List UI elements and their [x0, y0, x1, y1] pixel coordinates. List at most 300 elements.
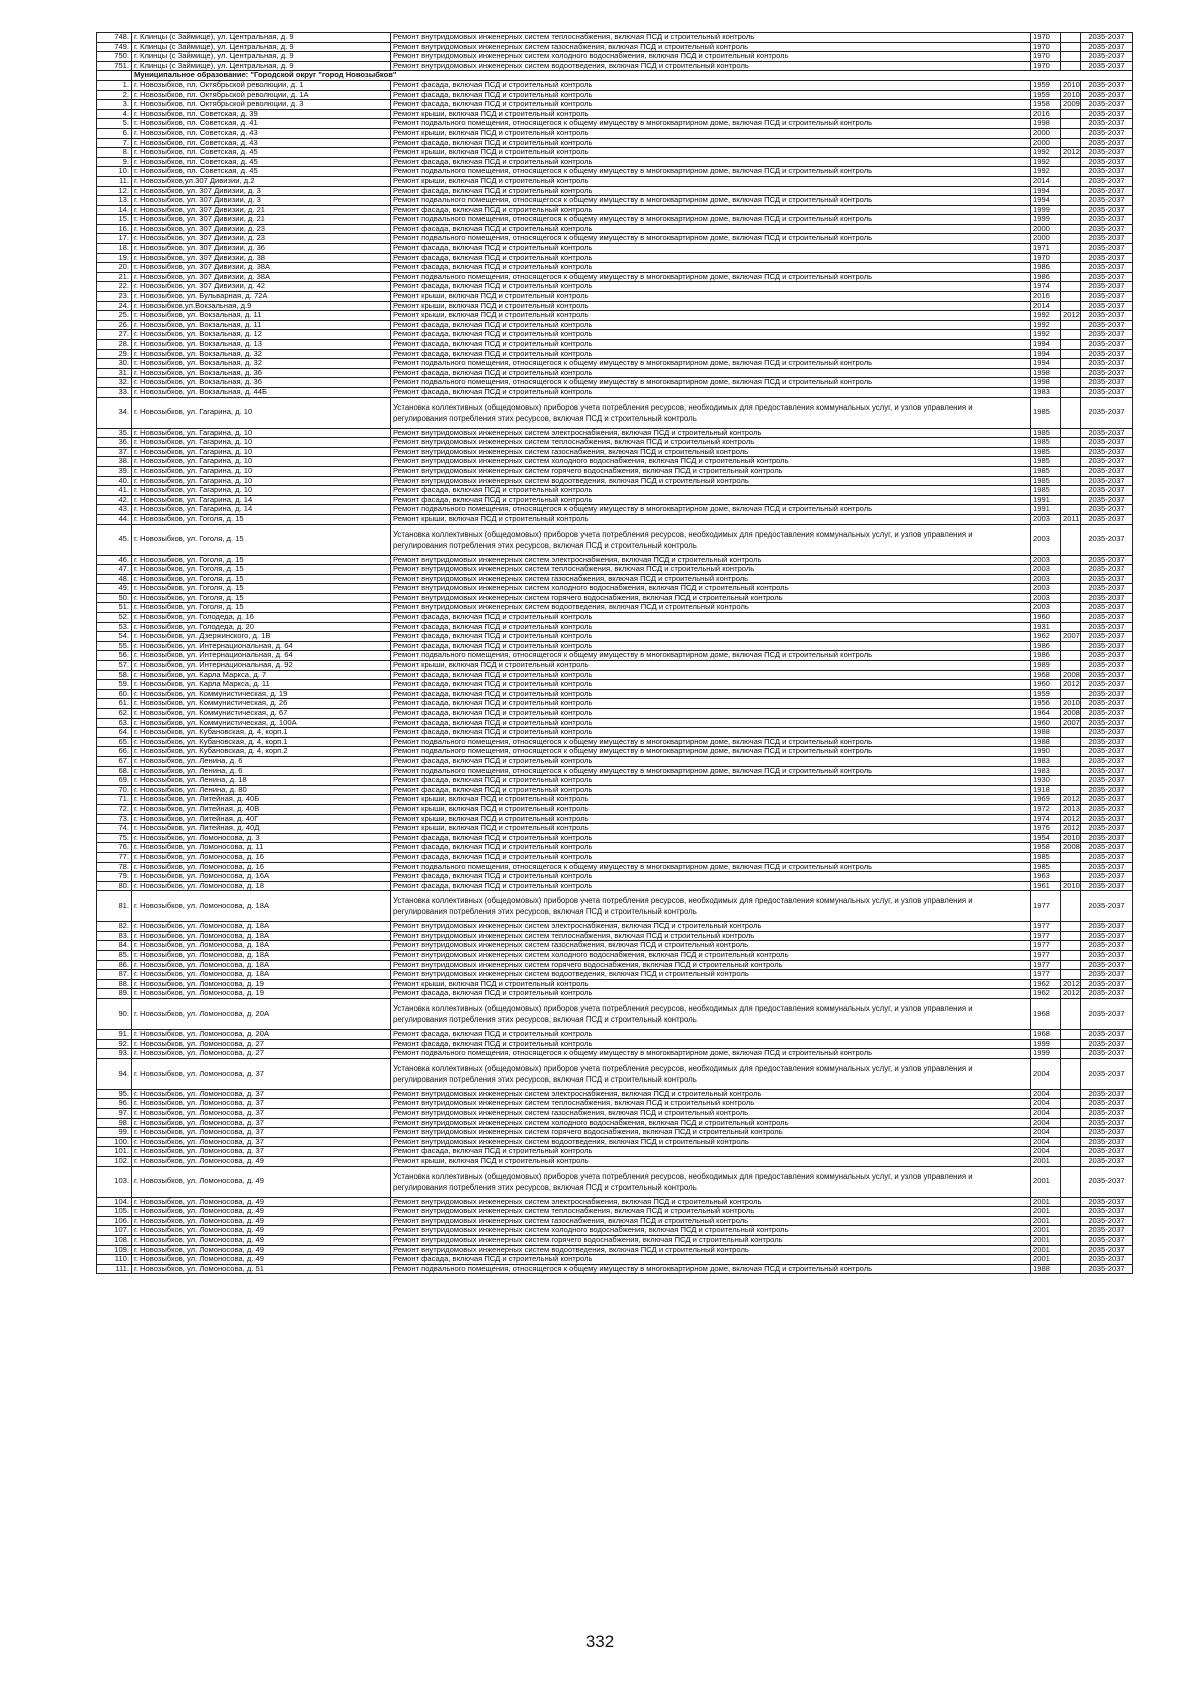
row-number: 57.	[97, 661, 132, 671]
last-repair-year-cell: 2008	[1061, 709, 1081, 719]
work-type-cell: Установка коллективных (общедомовых) приборов учета потребления ресурсов, необходимых для предоставления коммунальных услуг, и узлов управления и регулирования потребления этих ресурсов, включая ПСД и строительный контроль	[391, 1166, 1031, 1197]
address-cell: г. Новозыбков, ул. Ломоносова, д. 49	[132, 1207, 391, 1217]
address-cell: г. Новозыбков, ул. Интернациональная, д. 92	[132, 661, 391, 671]
table-row	[97, 1049, 1133, 1059]
address-cell: г. Новозыбков, ул. Ломоносова, д. 37	[132, 1099, 391, 1109]
planned-period-cell: 2035-2037	[1081, 80, 1133, 90]
row-number: 39.	[97, 466, 132, 476]
planned-period-cell: 2035-2037	[1081, 349, 1133, 359]
build-year-cell: 1968	[1031, 999, 1061, 1030]
address-cell: г. Клинцы (с Займище), ул. Центральная, д. 9	[132, 42, 391, 52]
row-number: 82.	[97, 922, 132, 932]
build-year-cell: 1977	[1031, 922, 1061, 932]
work-type-cell: Ремонт внутридомовых инженерных систем газоснабжения, включая ПСД и строительный контроль	[391, 574, 1031, 584]
row-number: 83.	[97, 931, 132, 941]
table-row	[97, 215, 1133, 225]
row-number: 97.	[97, 1109, 132, 1119]
planned-period-cell: 2035-2037	[1081, 1058, 1133, 1089]
planned-period-cell: 2035-2037	[1081, 368, 1133, 378]
last-repair-year-cell	[1061, 428, 1081, 438]
address-cell: г. Новозыбков, ул. Ломоносова, д. 19	[132, 989, 391, 999]
planned-period-cell: 2035-2037	[1081, 1226, 1133, 1236]
last-repair-year-cell	[1061, 852, 1081, 862]
work-type-cell: Ремонт фасада, включая ПСД и строительный контроль	[391, 776, 1031, 786]
work-type-cell: Ремонт крыши, включая ПСД и строительный контроль	[391, 148, 1031, 158]
work-type-cell: Ремонт крыши, включая ПСД и строительный контроль	[391, 311, 1031, 321]
last-repair-year-cell: 2007	[1061, 718, 1081, 728]
address-cell: г. Новозыбков, ул. Гоголя, д. 15	[132, 603, 391, 613]
table-row	[97, 747, 1133, 757]
planned-period-cell: 2035-2037	[1081, 651, 1133, 661]
address-cell: г. Новозыбков, ул. Гоголя, д. 15	[132, 593, 391, 603]
planned-period-cell: 2035-2037	[1081, 263, 1133, 273]
work-type-cell: Установка коллективных (общедомовых) приборов учета потребления ресурсов, необходимых для предоставления коммунальных услуг, и узлов управления и регулирования потребления этих ресурсов, включая ПСД и строительный контроль	[391, 397, 1031, 428]
address-cell: г. Новозыбков, ул. Ломоносова, д. 37	[132, 1137, 391, 1147]
last-repair-year-cell	[1061, 138, 1081, 148]
row-number: 26.	[97, 320, 132, 330]
address-cell: г. Новозыбков, пл. Советская, д. 41	[132, 119, 391, 129]
planned-period-cell: 2035-2037	[1081, 524, 1133, 555]
build-year-cell: 1974	[1031, 814, 1061, 824]
table-row	[97, 979, 1133, 989]
table-row	[97, 603, 1133, 613]
row-number: 748.	[97, 33, 132, 43]
planned-period-cell: 2035-2037	[1081, 951, 1133, 961]
table-row	[97, 263, 1133, 273]
row-number: 68.	[97, 766, 132, 776]
address-cell: г. Новозыбков, ул. Ломоносова, д. 37	[132, 1147, 391, 1157]
row-number: 70.	[97, 785, 132, 795]
planned-period-cell: 2035-2037	[1081, 505, 1133, 515]
address-cell: г. Новозыбков, ул. Ломоносова, д. 27	[132, 1049, 391, 1059]
table-row	[97, 1109, 1133, 1119]
build-year-cell: 1960	[1031, 613, 1061, 623]
planned-period-cell: 2035-2037	[1081, 90, 1133, 100]
planned-period-cell: 2035-2037	[1081, 476, 1133, 486]
last-repair-year-cell	[1061, 52, 1081, 62]
planned-period-cell: 2035-2037	[1081, 891, 1133, 922]
last-repair-year-cell	[1061, 234, 1081, 244]
table-row	[97, 728, 1133, 738]
table-row	[97, 1099, 1133, 1109]
address-cell: г. Новозыбков, ул. Ломоносова, д. 37	[132, 1118, 391, 1128]
planned-period-cell: 2035-2037	[1081, 632, 1133, 642]
planned-period-cell: 2035-2037	[1081, 584, 1133, 594]
work-type-cell: Ремонт внутридомовых инженерных систем электроснабжения, включая ПСД и строительный контроль	[391, 428, 1031, 438]
last-repair-year-cell	[1061, 1264, 1081, 1274]
table-row	[97, 641, 1133, 651]
table-row	[97, 1030, 1133, 1040]
planned-period-cell: 2035-2037	[1081, 52, 1133, 62]
row-number: 4.	[97, 109, 132, 119]
build-year-cell: 1985	[1031, 852, 1061, 862]
last-repair-year-cell	[1061, 1166, 1081, 1197]
work-type-cell: Установка коллективных (общедомовых) приборов учета потребления ресурсов, необходимых для предоставления коммунальных услуг, и узлов управления и регулирования потребления этих ресурсов, включая ПСД и строительный контроль	[391, 524, 1031, 555]
table-row	[97, 999, 1133, 1030]
row-number: 71.	[97, 795, 132, 805]
table-row	[97, 167, 1133, 177]
last-repair-year-cell	[1061, 603, 1081, 613]
table-row	[97, 756, 1133, 766]
work-type-cell: Ремонт фасада, включая ПСД и строительный контроль	[391, 495, 1031, 505]
address-cell: г. Новозыбков, ул. Вокзальная, д. 44Б	[132, 387, 391, 397]
last-repair-year-cell: 2009	[1061, 100, 1081, 110]
row-number: 14.	[97, 205, 132, 215]
address-cell: г. Новозыбков, ул. Кубановская, д. 4, корп.1	[132, 737, 391, 747]
build-year-cell: 2001	[1031, 1207, 1061, 1217]
row-number: 750.	[97, 52, 132, 62]
address-cell: г. Новозыбков, ул. Вокзальная, д. 36	[132, 378, 391, 388]
row-number: 87.	[97, 970, 132, 980]
address-cell: г. Новозыбков, пл. Советская, д. 39	[132, 109, 391, 119]
build-year-cell: 1983	[1031, 766, 1061, 776]
table-row	[97, 359, 1133, 369]
last-repair-year-cell: 2012	[1061, 824, 1081, 834]
address-cell: г. Новозыбков, ул. 307 Дивизии, д. 3	[132, 196, 391, 206]
last-repair-year-cell: 2010	[1061, 80, 1081, 90]
table-row	[97, 584, 1133, 594]
planned-period-cell: 2035-2037	[1081, 61, 1133, 71]
table-row	[97, 795, 1133, 805]
work-type-cell: Ремонт подвального помещения, относящегося к общему имуществу в многоквартирном доме, включая ПСД и строительный контроль	[391, 766, 1031, 776]
address-cell: г. Новозыбков, ул. Карла Маркса, д. 7	[132, 670, 391, 680]
last-repair-year-cell	[1061, 368, 1081, 378]
work-type-cell: Ремонт фасада, включая ПСД и строительный контроль	[391, 989, 1031, 999]
last-repair-year-cell	[1061, 872, 1081, 882]
row-number: 51.	[97, 603, 132, 613]
last-repair-year-cell	[1061, 438, 1081, 448]
work-type-cell: Ремонт крыши, включая ПСД и строительный контроль	[391, 176, 1031, 186]
table-section-header	[97, 71, 1133, 81]
build-year-cell: 2003	[1031, 555, 1061, 565]
row-number: 95.	[97, 1089, 132, 1099]
build-year-cell: 1977	[1031, 951, 1061, 961]
build-year-cell: 1999	[1031, 1049, 1061, 1059]
planned-period-cell: 2035-2037	[1081, 747, 1133, 757]
last-repair-year-cell	[1061, 641, 1081, 651]
planned-period-cell: 2035-2037	[1081, 1245, 1133, 1255]
address-cell: г. Новозыбков, ул. Дзержинского, д. 1В	[132, 632, 391, 642]
build-year-cell: 1994	[1031, 340, 1061, 350]
address-cell: г. Новозыбков, ул. Ленина, д. 18	[132, 776, 391, 786]
table-row	[97, 1128, 1133, 1138]
planned-period-cell: 2035-2037	[1081, 709, 1133, 719]
row-number: 99.	[97, 1128, 132, 1138]
table-row	[97, 387, 1133, 397]
build-year-cell: 1994	[1031, 196, 1061, 206]
work-type-cell: Ремонт подвального помещения, относящегося к общему имуществу в многоквартирном доме, включая ПСД и строительный контроль	[391, 747, 1031, 757]
row-number: 103.	[97, 1166, 132, 1197]
build-year-cell: 1958	[1031, 843, 1061, 853]
last-repair-year-cell	[1061, 584, 1081, 594]
work-type-cell: Ремонт крыши, включая ПСД и строительный контроль	[391, 128, 1031, 138]
row-number: 88.	[97, 979, 132, 989]
build-year-cell: 1962	[1031, 632, 1061, 642]
table-row	[97, 505, 1133, 515]
last-repair-year-cell: 2012	[1061, 148, 1081, 158]
address-cell: г. Новозыбков, ул. Гагарина, д. 10	[132, 397, 391, 428]
planned-period-cell: 2035-2037	[1081, 438, 1133, 448]
last-repair-year-cell	[1061, 282, 1081, 292]
last-repair-year-cell	[1061, 320, 1081, 330]
table-row	[97, 804, 1133, 814]
table-row	[97, 33, 1133, 43]
planned-period-cell: 2035-2037	[1081, 999, 1133, 1030]
last-repair-year-cell	[1061, 651, 1081, 661]
address-cell: г. Новозыбков, ул. Ломоносова, д. 16	[132, 862, 391, 872]
row-number: 96.	[97, 1099, 132, 1109]
row-number: 80.	[97, 881, 132, 891]
row-number: 6.	[97, 128, 132, 138]
last-repair-year-cell	[1061, 728, 1081, 738]
build-year-cell: 1970	[1031, 253, 1061, 263]
work-type-cell: Ремонт подвального помещения, относящегося к общему имуществу в многоквартирном доме, включая ПСД и строительный контроль	[391, 737, 1031, 747]
build-year-cell: 2001	[1031, 1216, 1061, 1226]
work-type-cell: Ремонт фасада, включая ПСД и строительный контроль	[391, 785, 1031, 795]
table-row	[97, 447, 1133, 457]
work-type-cell: Ремонт крыши, включая ПСД и строительный контроль	[391, 109, 1031, 119]
address-cell: г. Новозыбков, ул. Ломоносова, д. 18А	[132, 891, 391, 922]
row-number: 16.	[97, 224, 132, 234]
work-type-cell: Ремонт фасада, включая ПСД и строительный контроль	[391, 670, 1031, 680]
row-number: 61.	[97, 699, 132, 709]
build-year-cell: 1985	[1031, 476, 1061, 486]
row-number: 66.	[97, 747, 132, 757]
table-body-municipality	[97, 80, 1133, 1273]
last-repair-year-cell	[1061, 505, 1081, 515]
build-year-cell: 1992	[1031, 330, 1061, 340]
last-repair-year-cell: 2010	[1061, 699, 1081, 709]
address-cell: г. Новозыбков, ул. Кубановская, д. 4, корп.1	[132, 728, 391, 738]
table-row	[97, 330, 1133, 340]
work-type-cell: Ремонт фасада, включая ПСД и строительный контроль	[391, 368, 1031, 378]
address-cell: г. Новозыбков, ул. Ломоносова, д. 49	[132, 1255, 391, 1265]
last-repair-year-cell	[1061, 785, 1081, 795]
planned-period-cell: 2035-2037	[1081, 622, 1133, 632]
table-row	[97, 1166, 1133, 1197]
build-year-cell: 1964	[1031, 709, 1061, 719]
last-repair-year-cell: 2013	[1061, 804, 1081, 814]
row-number: 62.	[97, 709, 132, 719]
row-number: 50.	[97, 593, 132, 603]
work-type-cell: Ремонт фасада, включая ПСД и строительный контроль	[391, 689, 1031, 699]
work-type-cell: Ремонт крыши, включая ПСД и строительный контроль	[391, 661, 1031, 671]
row-number: 34.	[97, 397, 132, 428]
last-repair-year-cell	[1061, 397, 1081, 428]
table-row	[97, 61, 1133, 71]
row-number: 749.	[97, 42, 132, 52]
row-number: 76.	[97, 843, 132, 853]
row-number: 44.	[97, 514, 132, 524]
planned-period-cell: 2035-2037	[1081, 756, 1133, 766]
address-cell: г. Новозыбков, ул. Гоголя, д. 15	[132, 584, 391, 594]
last-repair-year-cell	[1061, 1226, 1081, 1236]
address-cell: г. Новозыбков, ул. Вокзальная, д. 32	[132, 349, 391, 359]
table-row	[97, 613, 1133, 623]
planned-period-cell: 2035-2037	[1081, 989, 1133, 999]
planned-period-cell: 2035-2037	[1081, 1030, 1133, 1040]
build-year-cell: 1962	[1031, 979, 1061, 989]
table-row	[97, 514, 1133, 524]
build-year-cell: 1988	[1031, 1264, 1061, 1274]
work-type-cell: Ремонт подвального помещения, относящегося к общему имуществу в многоквартирном доме, включая ПСД и строительный контроль	[391, 378, 1031, 388]
address-cell: г. Новозыбков, пл. Октябрьской революции, д. 3	[132, 100, 391, 110]
table-row	[97, 670, 1133, 680]
build-year-cell: 1958	[1031, 100, 1061, 110]
work-type-cell: Ремонт фасада, включая ПСД и строительный контроль	[391, 699, 1031, 709]
address-cell: г. Новозыбков, ул. Гоголя, д. 15	[132, 555, 391, 565]
address-cell: г. Новозыбков, ул. 307 Дивизии, д. 38А	[132, 263, 391, 273]
planned-period-cell: 2035-2037	[1081, 311, 1133, 321]
last-repair-year-cell	[1061, 301, 1081, 311]
work-type-cell: Ремонт внутридомовых инженерных систем теплоснабжения, включая ПСД и строительный контроль	[391, 1099, 1031, 1109]
planned-period-cell: 2035-2037	[1081, 574, 1133, 584]
planned-period-cell: 2035-2037	[1081, 1156, 1133, 1166]
table-row	[97, 244, 1133, 254]
planned-period-cell: 2035-2037	[1081, 1235, 1133, 1245]
last-repair-year-cell	[1061, 486, 1081, 496]
row-number: 27.	[97, 330, 132, 340]
planned-period-cell: 2035-2037	[1081, 728, 1133, 738]
planned-period-cell: 2035-2037	[1081, 234, 1133, 244]
last-repair-year-cell	[1061, 555, 1081, 565]
planned-period-cell: 2035-2037	[1081, 862, 1133, 872]
row-number: 17.	[97, 234, 132, 244]
row-number: 73.	[97, 814, 132, 824]
work-type-cell: Ремонт крыши, включая ПСД и строительный контроль	[391, 824, 1031, 834]
address-cell: г. Новозыбков, ул. Коммунистическая, д. 26	[132, 699, 391, 709]
address-cell: г. Новозыбков, ул. 307 Дивизии, д. 36	[132, 244, 391, 254]
address-cell: г. Новозыбков, ул. Гагарина, д. 10	[132, 466, 391, 476]
last-repair-year-cell	[1061, 387, 1081, 397]
build-year-cell: 1999	[1031, 1039, 1061, 1049]
work-type-cell: Ремонт подвального помещения, относящегося к общему имуществу в многоквартирном доме, включая ПСД и строительный контроль	[391, 167, 1031, 177]
table-row	[97, 862, 1133, 872]
planned-period-cell: 2035-2037	[1081, 466, 1133, 476]
last-repair-year-cell: 2012	[1061, 814, 1081, 824]
address-cell: г. Новозыбков,ул.Вокзальная, д.9	[132, 301, 391, 311]
address-cell: г. Новозыбков, ул. Вокзальная, д. 11	[132, 320, 391, 330]
build-year-cell: 2004	[1031, 1147, 1061, 1157]
table-row	[97, 224, 1133, 234]
address-cell: г. Клинцы (с Займище), ул. Центральная, д. 9	[132, 61, 391, 71]
last-repair-year-cell	[1061, 931, 1081, 941]
work-type-cell: Ремонт фасада, включая ПСД и строительный контроль	[391, 80, 1031, 90]
work-type-cell: Ремонт фасада, включая ПСД и строительный контроль	[391, 852, 1031, 862]
work-type-cell: Ремонт фасада, включая ПСД и строительный контроль	[391, 622, 1031, 632]
work-type-cell: Ремонт внутридомовых инженерных систем холодного водоснабжения, включая ПСД и строительный контроль	[391, 1226, 1031, 1236]
row-number: 104.	[97, 1197, 132, 1207]
address-cell: г. Новозыбков, ул. Интернациональная, д. 64	[132, 641, 391, 651]
address-cell: г. Новозыбков, ул. Ломоносова, д. 37	[132, 1058, 391, 1089]
planned-period-cell: 2035-2037	[1081, 814, 1133, 824]
last-repair-year-cell: 2008	[1061, 843, 1081, 853]
row-number: 101.	[97, 1147, 132, 1157]
build-year-cell: 1985	[1031, 438, 1061, 448]
last-repair-year-cell	[1061, 186, 1081, 196]
last-repair-year-cell	[1061, 378, 1081, 388]
address-cell: г. Новозыбков, ул. Гагарина, д. 10	[132, 457, 391, 467]
planned-period-cell: 2035-2037	[1081, 1109, 1133, 1119]
last-repair-year-cell	[1061, 1039, 1081, 1049]
last-repair-year-cell	[1061, 349, 1081, 359]
work-type-cell: Ремонт внутридомовых инженерных систем горячего водоснабжения, включая ПСД и строительный контроль	[391, 593, 1031, 603]
work-type-cell: Ремонт внутридомовых инженерных систем газоснабжения, включая ПСД и строительный контроль	[391, 941, 1031, 951]
table-row	[97, 872, 1133, 882]
table-row	[97, 148, 1133, 158]
planned-period-cell: 2035-2037	[1081, 282, 1133, 292]
section-title: Муниципальное образование: "Городской округ "город Новозыбков"	[132, 71, 1133, 81]
table-row	[97, 349, 1133, 359]
address-cell: г. Новозыбков, ул. Ломоносова, д. 3	[132, 833, 391, 843]
planned-period-cell: 2035-2037	[1081, 1099, 1133, 1109]
build-year-cell: 1918	[1031, 785, 1061, 795]
last-repair-year-cell	[1061, 109, 1081, 119]
table-row	[97, 109, 1133, 119]
address-cell: г. Новозыбков, ул. Вокзальная, д. 11	[132, 311, 391, 321]
table-row	[97, 833, 1133, 843]
work-type-cell: Ремонт внутридомовых инженерных систем водоотведения, включая ПСД и строительный контроль	[391, 603, 1031, 613]
planned-period-cell: 2035-2037	[1081, 922, 1133, 932]
planned-period-cell: 2035-2037	[1081, 272, 1133, 282]
table-row	[97, 661, 1133, 671]
last-repair-year-cell: 2010	[1061, 833, 1081, 843]
build-year-cell: 1989	[1031, 661, 1061, 671]
build-year-cell: 1991	[1031, 495, 1061, 505]
table-row	[97, 397, 1133, 428]
address-cell: г. Новозыбков, ул. Ломоносова, д. 20А	[132, 999, 391, 1030]
last-repair-year-cell	[1061, 1128, 1081, 1138]
work-type-cell: Ремонт фасада, включая ПСД и строительный контроль	[391, 843, 1031, 853]
build-year-cell: 1998	[1031, 119, 1061, 129]
last-repair-year-cell	[1061, 167, 1081, 177]
table-row	[97, 824, 1133, 834]
address-cell: г. Новозыбков, ул. 307 Дивизии, д. 21	[132, 205, 391, 215]
table-row	[97, 737, 1133, 747]
build-year-cell: 2003	[1031, 514, 1061, 524]
table-row	[97, 776, 1133, 786]
row-number: 93.	[97, 1049, 132, 1059]
build-year-cell: 1968	[1031, 670, 1061, 680]
table-row	[97, 1216, 1133, 1226]
planned-period-cell: 2035-2037	[1081, 1137, 1133, 1147]
table-body-previous-municipality	[97, 33, 1133, 71]
table-row	[97, 234, 1133, 244]
planned-period-cell: 2035-2037	[1081, 378, 1133, 388]
build-year-cell: 1963	[1031, 872, 1061, 882]
address-cell: г. Новозыбков, пл. Советская, д. 45	[132, 167, 391, 177]
address-cell: г. Новозыбков, ул. Ломоносова, д. 16А	[132, 872, 391, 882]
address-cell: г. Новозыбков, ул. Ломоносова, д. 18А	[132, 922, 391, 932]
work-type-cell: Ремонт крыши, включая ПСД и строительный контроль	[391, 1156, 1031, 1166]
table-row	[97, 378, 1133, 388]
work-type-cell: Ремонт внутридомовых инженерных систем холодного водоснабжения, включая ПСД и строительный контроль	[391, 584, 1031, 594]
build-year-cell: 2000	[1031, 234, 1061, 244]
build-year-cell: 1956	[1031, 699, 1061, 709]
row-number: 15.	[97, 215, 132, 225]
last-repair-year-cell: 2011	[1061, 514, 1081, 524]
last-repair-year-cell	[1061, 1197, 1081, 1207]
last-repair-year-cell: 2012	[1061, 311, 1081, 321]
work-type-cell: Ремонт фасада, включая ПСД и строительный контроль	[391, 253, 1031, 263]
work-type-cell: Ремонт внутридомовых инженерных систем теплоснабжения, включая ПСД и строительный контроль	[391, 565, 1031, 575]
last-repair-year-cell	[1061, 61, 1081, 71]
build-year-cell: 2014	[1031, 176, 1061, 186]
table-row	[97, 1245, 1133, 1255]
table-row	[97, 1197, 1133, 1207]
address-cell: г. Новозыбков, ул. Ломоносова, д. 49	[132, 1235, 391, 1245]
planned-period-cell: 2035-2037	[1081, 785, 1133, 795]
